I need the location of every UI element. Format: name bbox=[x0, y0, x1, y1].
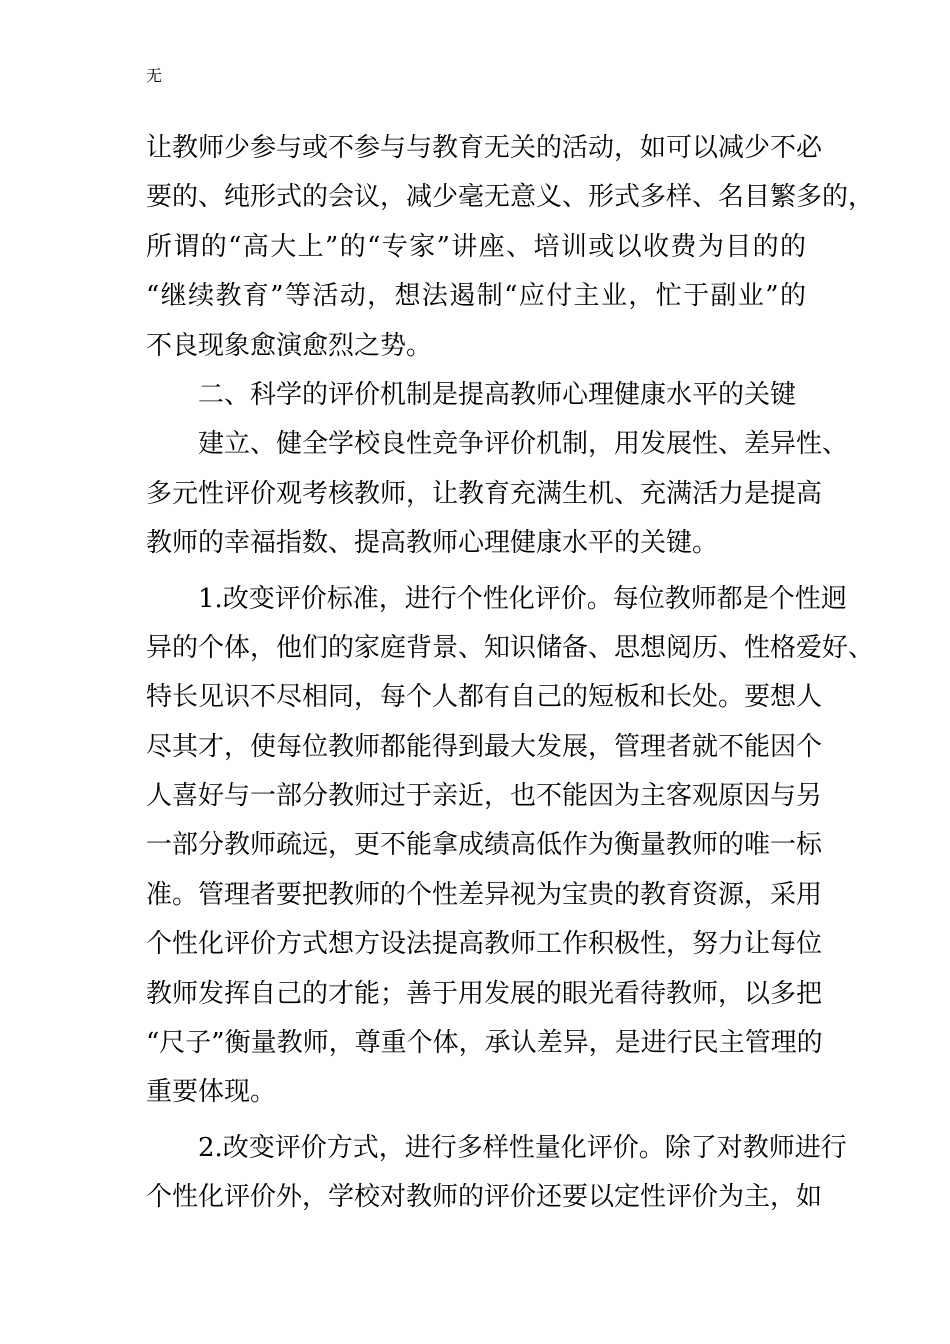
paragraph-line: 教师发挥自己的才能；善于用发展的眼光看待教师，以多把 bbox=[146, 978, 823, 1009]
paragraph-line: 教师的幸福指数、提高教师心理健康水平的关键。 bbox=[146, 528, 719, 559]
paragraph-line: 特长见识不尽相同，每个人都有自己的短板和长处。要想人 bbox=[146, 682, 823, 713]
document-body bbox=[146, 124, 875, 1223]
paragraph-line: 2.改变评价方式，进行多样性量化评价。除了对教师进行 bbox=[198, 1132, 847, 1163]
paragraph-line: “尺子”衡量教师，尊重个体，承认差异，是进行民主管理的 bbox=[146, 1028, 823, 1059]
paragraph-line: 所谓的“高大上”的“专家”讲座、培训或以收费为目的的 bbox=[146, 231, 806, 262]
paragraph-line: 多元性评价观考核教师，让教育充满生机、充满活力是提高 bbox=[146, 478, 823, 509]
paragraph-line: 1.改变评价标准，进行个性化评价。每位教师都是个性迥 bbox=[198, 583, 847, 614]
paragraph-line: 一部分教师疏远，更不能拿成绩高低作为衡量教师的唯一标 bbox=[146, 830, 823, 861]
paragraph-line: 不良现象愈演愈烈之势。 bbox=[146, 330, 433, 361]
page-header: 无 bbox=[146, 66, 163, 85]
paragraph-line: 个性化评价方式想方设法提高教师工作积极性，努力让每位 bbox=[146, 929, 823, 960]
paragraph-line: 让教师少参与或不参与与教育无关的活动，如可以减少不必 bbox=[146, 133, 823, 163]
paragraph-line: 人喜好与一部分教师过于亲近，也不能因为主客观原因与另 bbox=[146, 781, 823, 812]
paragraph-line: 准。管理者要把教师的个性差异视为宝贵的教育资源，采用 bbox=[146, 879, 823, 910]
paragraph-line: 个性化评价外，学校对教师的评价还要以定性评价为主，如 bbox=[146, 1182, 823, 1213]
paragraph-line: 要的、纯形式的会议，减少毫无意义、形式多样、名目繁多的， bbox=[146, 182, 875, 213]
paragraph-line: “继续教育”等活动，想法遏制“应付主业，忙于副业”的 bbox=[146, 281, 806, 312]
paragraph-line: 尽其才，使每位教师都能得到最大发展，管理者就不能因个 bbox=[146, 731, 823, 762]
paragraph-line: 建立、健全学校良性竞争评价机制，用发展性、差异性、 bbox=[198, 429, 849, 460]
section-heading: 二、科学的评价机制是提高教师心理健康水平的关键 bbox=[198, 379, 797, 410]
paragraph-line: 异的个体，他们的家庭背景、知识储备、思想阅历、性格爱好、 bbox=[146, 632, 875, 663]
paragraph-line: 重要体现。 bbox=[146, 1077, 277, 1108]
